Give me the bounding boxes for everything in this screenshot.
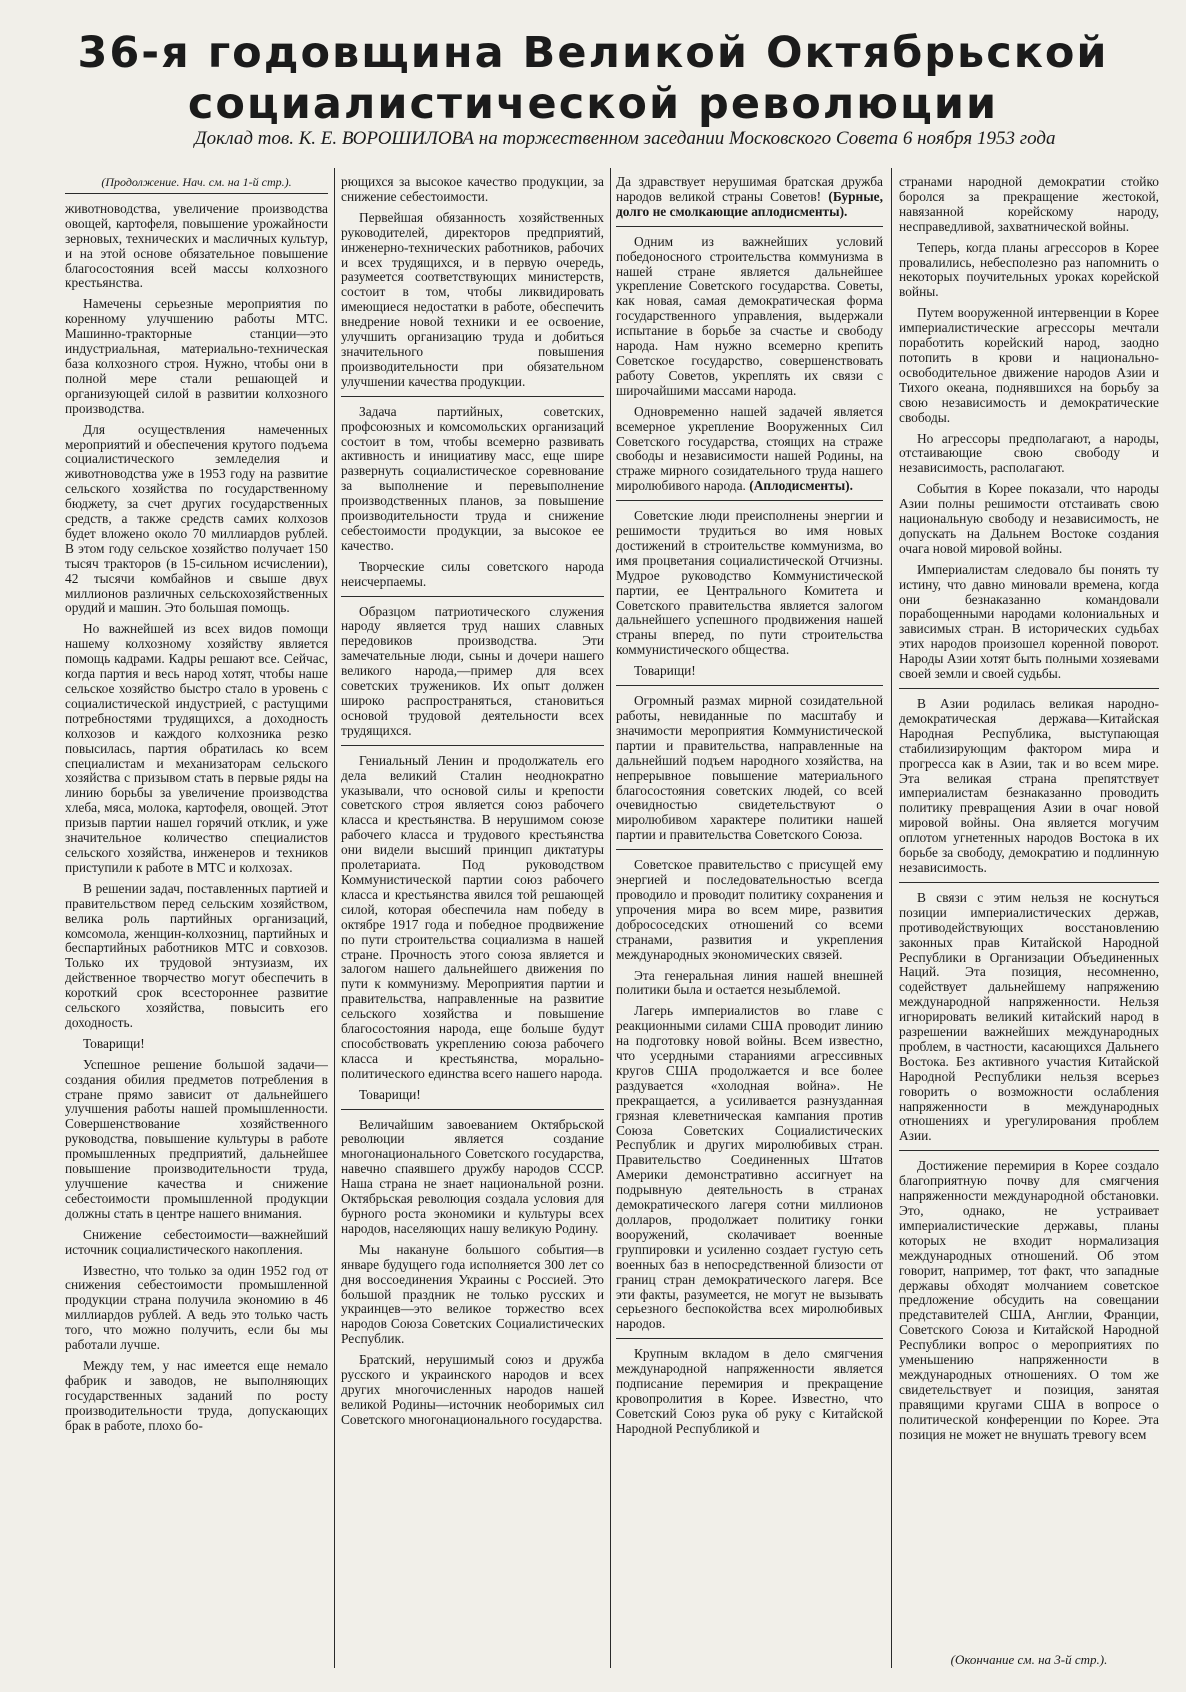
paragraph-text: Одновременно нашей задачей является всемерное укрепление Вооруженных Сил Советского государства, стоящих на страже свободы и независимости нашей Родины, на страже мирного созидательного труда нашего миролюбивого народа. (616, 403, 883, 494)
applause-note: (Бурные, долго не смолкающие аплодисменты). (616, 188, 883, 219)
applause-note: (Аплодисменты). (749, 478, 853, 494)
paragraph: Лагерь империалистов во главе с реакционными силами США проводит линию на подготовку новой войны. Всем известно, что усердными стараниями агрессивных кругов США продолжается и все более раздувается «холодная война». Не прекращается, а усиливается разнузданная грязная клеветническая кампания против Союза Советских Социалистических Республик и других миролюбивых стран. Правительство Соединенных Штатов Америки демонстративно ассигнует на подрывную деятельность в странах демократического лагеря сотни миллионов долларов, продолжает политику гонки вооружений, сколачивает военные группировки и усиленно создает густую сеть военных баз в непосредственной близости от границ стран демократического лагеря. Все эти факты, разумеется, не могут не вызывать серьезного беспокойства всех миролюбивых народов. (616, 1003, 883, 1332)
paragraph: Достижение перемирия в Корее создало благоприятную почву для смягчения напряженности международной обстановки. Это, однако, не устраивает империалистические державы, планы которых не входит нормализация международных отношений. Об этом говорит, например, тот факт, что западные державы обходят молчанием советское предложение обсудить на совещании представителей США, Англии, Франции, Советского Союза и Китайской Народной Республики вопрос о мероприятиях по уменьшению напряженности в международных отношениях. О том же свидетельствует и позиция, занятая правящими кругами США в вопросе о политической конференции по Корее. Эта позиция не может не внушать тревогу всем (899, 1158, 1159, 1442)
paragraph: животноводства, увеличение производства овощей, картофеля, повышение урожайности зерновых, технических и масличных культур, и на этой основе обязательное повышение благосостояния всей массы колхозного крестьянства. (65, 200, 328, 291)
paragraph: Между тем, у нас имеется еще немало фабрик и заводов, не выполняющих государственных заданий по росту производительности труда, допускающих брак в работе, плохо бо- (65, 1357, 328, 1433)
paragraph: Эта генеральная линия нашей внешней политики была и остается незыблемой. (616, 967, 883, 998)
column-3 (616, 175, 883, 1675)
paragraph: Образцом патриотического служения народу является труд наших славных передовиков производства. Эти замечательные люди, сыны и дочери нашего великого народа,—пример для всех советских тружеников. Их опыт должен широко распространяться, становиться основой трудовой деятельности всех трудящихся. (341, 603, 604, 738)
divider (341, 1109, 604, 1110)
divider (899, 1150, 1159, 1151)
paragraph (616, 175, 883, 220)
divider (616, 226, 883, 227)
divider (616, 849, 883, 850)
paragraph: Задача партийных, советских, профсоюзных и комсомольских организаций состоит в том, чтобы всемерно развивать активность и инициативу масс, еще шире развернуть социалистическое соревнование за выполнение и перевыполнение производственных планов, за повышение производительности труда и снижение себестоимости продукции, за высокое ее качество. (341, 403, 604, 553)
headline-line-1: 36-я годовщина Великой Октябрьской (77, 28, 1109, 78)
paragraph: Одним из важнейших условий победоносного строительства коммунизма в нашей стране является дальнейшее укрепление Советского государства. Советы, как новая, самая демократическая форма государственного управления, выдержали испытание в борьбе за счастье и свободу народа. Нам нужно всемерно крепить Советское государство, совершенствовать работу Советов, укреплять их связи с широчайшими массами народа. (616, 233, 883, 398)
paragraph: Снижение себестоимости—важнейший источник социалистического накопления. (65, 1226, 328, 1257)
paragraph: Империалистам следовало бы понять ту истину, что давно миновали времена, когда они безнаказанно командовали порабощенными народами колониальных и зависимых стран. В исторических судьбах этих народов произошел коренной поворот. Народы Азии хотят быть полными хозяевами своей земли и своей судьбы. (899, 561, 1159, 682)
paragraph (616, 405, 883, 494)
paragraph: Намечены серьезные мероприятия по коренному улучшению работы МТС. Машинно-тракторные станции—это индустриальная, материально-техническая база колхозного строя. Нужно, чтобы они в полной мере стали решающей и организующей силой в развитии колхозного производства. (65, 296, 328, 416)
paragraph: Мы накануне большого события—в январе будущего года исполняется 300 лет со дня воссоединения Украины с Россией. Это большой праздник не только русских и украинцев—это великое торжество всех народов Союза Советских Социалистических Республик. (341, 1241, 604, 1347)
divider (899, 882, 1159, 883)
paragraph: В связи с этим нельзя не коснуться позиции империалистических держав, противодействующих восстановлению законных прав Китайской Народной Республики в Организации Объединенных Наций. Эта позиция, несомненно, содействует дальнейшему напряжению международной напряженности. Нельзя игнорировать великий китайский народ в разрешении важнейших международных проблем, в частности, касающихся Дальнего Востока. Без активного участия Китайской Народной Республики нельзя всерьез говорить о возможности ослабления напряженности в международных отношениях и урегулирования проблем Азии. (899, 889, 1159, 1144)
column-rule (891, 168, 892, 1668)
paragraph: Огромный размах мирной созидательной работы, невиданные по масштабу и значимости мероприятия Коммунистической партии и правительства, направленные на дальнейший подъем народного хозяйства, на непрерывное повышение материального благосостояния советских людей, со всей очевидностью свидетельствуют о миролюбивом характере политики нашей партии и правительства Советского Союза. (616, 693, 883, 843)
divider (616, 500, 883, 501)
paragraph: рющихся за высокое качество продукции, за снижение себестоимости. (341, 175, 604, 204)
divider (65, 193, 328, 194)
paragraph: Советское правительство с присущей ему энергией и последовательностью всегда проводило и проводит политику сохранения и упрочения мира во всем мире, развития добрососедских отношений со всеми странами, развития и укрепления международных экономических связей. (616, 857, 883, 962)
subtitle: Доклад тов. К. Е. ВОРОШИЛОВА на торжественном заседании Московского Совета 6 ноября 1953 года (194, 128, 1056, 149)
column-1 (65, 175, 328, 1675)
paragraph: странами народной демократии стойко боролся за прекращение жестокой, навязанной корейскому народу, несправедливой, захватнической войны. (899, 175, 1159, 234)
paragraph: Советские люди преисполнены энергии и решимости трудиться во имя новых достижений в строительстве коммунизма, во имя процветания социалистической Отчизны. Мудрое руководство Коммунистической партии, ее Центрального Комитета и Советского правительства является залогом дальнейшего успешного продвижения нашей страны вперед, по пути строительства коммунистического общества. (616, 508, 883, 658)
divider (341, 745, 604, 746)
column-rule (334, 168, 335, 1668)
paragraph: Известно, что только за один 1952 год от снижения себестоимости промышленной продукции страна получила экономию в 46 миллиардов рублей. А ведь это только часть того, что можно получить, если бы мы работали лучше. (65, 1262, 328, 1353)
paragraph: Но важнейшей из всех видов помощи нашему колхозному хозяйству является помощь кадрами. Кадры решают все. Сейчас, когда партия и весь народ хотят, чтобы наше сельское хозяйство быстро стало в уровень с социалистической индустрией, с растущими потребностями трудящихся, а доходность колхозов и каждого колхозника резко повысилась, партия обратилась ко всем специалистам и механизаторам сельского хозяйства с призывом стать в первые ряды на линию борьбы за увеличение производства хлеба, мяса, молока, картофеля, овощей. Этот призыв партии нашел горячий отклик, и уже значительное количество специалистов сельского хозяйства, инженеров и техников приступили к работе в МТС и колхозах. (65, 621, 328, 875)
divider (341, 396, 604, 397)
paragraph: Но агрессоры предполагают, а народы, отстаивающие свою свободу и независимость, располагают. (899, 430, 1159, 476)
divider (616, 685, 883, 686)
divider (899, 688, 1159, 689)
paragraph: Успешное решение большой задачи—создания обилия предметов потребления в стране прямо зависит от дальнейшего улучшения работы нашей промышленности. Совершенствование хозяйственного руководства, повышение культуры в работе промышленных предприятий, дальнейшее повышение производительности труда, улучшение качества и снижение себестоимости промышленной продукции должны стать в центре нашего внимания. (65, 1056, 328, 1221)
paragraph: Теперь, когда планы агрессоров в Корее провалились, небесполезно раз напомнить о некоторых поучительных уроках корейской войны. (899, 239, 1159, 300)
headline (60, 28, 1126, 130)
paragraph: Для осуществления намеченных мероприятий и обеспечения крутого подъема социалистического земледелия и животноводства уже в 1953 году на развитие сельского хозяйства по государственному бюджету, за счет других государственных средств, а также средств самих колхозов будет вложено около 70 миллиардов рублей. В этом году сельское хозяйство получает 150 тысяч тракторов (в 15-сильном исчислении), 42 тысячи комбайнов и свыше двух миллионов различных сельскохозяйственных орудий и машин. Это большая помощь. (65, 421, 328, 616)
paragraph: Первейшая обязанность хозяйственных руководителей, директоров предприятий, инженерно-технических работников, рабочих и всех трудящихся, и в первую очередь, разумеется соответствующих министерств, состоит в том, чтобы ликвидировать имеющиеся недостатки в работе, обеспечить внедрение новой техники и ее освоение, улучшить организацию труда и добиться значительного повышения производительности при обязательном улучшении качества продукции. (341, 209, 604, 389)
paragraph: Товарищи! (359, 1086, 421, 1102)
divider (341, 596, 604, 597)
divider (616, 1338, 883, 1339)
headline-line-2: социалистической революции (187, 79, 999, 129)
paragraph: Гениальный Ленин и продолжатель его дела великий Сталин неоднократно указывали, что основой силы и крепости советского строя является союз рабочего класса и крестьянства. В нерушимом союзе рабочего класса и трудового крестьянства они видели высший принцип диктатуры пролетариата. Под руководством Коммунистической партии союз рабочего класса и крестьянства явился той решающей силой, которая обеспечила нам победу в октябре 1917 года и победное продвижение по пути строительства социализма в нашей стране. Прочность этого союза является и залогом нашего дальнейшего движения по пути к коммунизму. Мероприятия партии и правительства, направленные на развитие сельского хозяйства и повышение благосостояния народа, еще больше будут способствовать укреплению союза рабочего класса и крестьянства, морально-политического единства всего нашего народа. (341, 752, 604, 1081)
paragraph: В Азии родилась великая народно-демократическая держава—Китайская Народная Республика, выступающая стабилизирующим фактором мира и прогресса как в Азии, так и во всем мире. Эта великая страна препятствует империалистам безнаказанно проводить политику превращения Азии в очаг новой мировой войны. Она является могучим оплотом угнетенных народов Востока в их борьбе за свободу, демократию и подлинную независимость. (899, 696, 1159, 875)
column-rule (610, 168, 611, 1668)
column-2 (341, 175, 604, 1675)
paragraph: Путем вооруженной интервенции в Корее империалистические агрессоры мечтали поработить корейский народ, заодно потопить в крови и национально-освободительное движение народов Азии и Тихого океана, поднявшихся на борьбу за свою независимость и демократические свободы. (899, 305, 1159, 425)
paragraph: События в Корее показали, что народы Азии полны решимости отстаивать свою национальную свободу и независимость, не допускать на Дальнем Востоке создания очага новой мировой войны. (899, 481, 1159, 556)
paragraph: Крупным вкладом в дело смягчения международной напряженности является подписание перемирия и прекращение кровопролития в Корее. Известно, что Советский Союз рука об руку с Китайской Народной Республикой и (616, 1346, 883, 1436)
continued-note: (Продолжение. Нач. см. на 1-й стр.). (101, 175, 292, 189)
paragraph: В решении задач, поставленных партией и правительством перед сельским хозяйством, велика роль партийных организаций, комсомола, женщин-колхозниц, партийных и беспартийных работников МТС и совхозов. Только их трудовой энтузиазм, их действенное творчество могут обеспечить в короткий срок всестороннее развитие сельского хозяйства, повысить его доходность. (65, 880, 328, 1030)
paragraph-text: Да здравствует нерушимая братская дружба народов великой страны Советов! (616, 175, 883, 204)
paragraph: Товарищи! (83, 1035, 145, 1051)
column-4 (899, 175, 1159, 1675)
paragraph: Братский, нерушимый союз и дружба русского и украинского народов и всех других многочисленных народов нашей великой Родины—источник необоримых сил Советского многонационального государства. (341, 1352, 604, 1427)
paragraph: Творческие силы советского народа неисчерпаемы. (341, 558, 604, 589)
paragraph: Величайшим завоеванием Октябрьской революции является создание многонационального Советского государства, навечно спаявшего дружбу народов СССР. Наша страна не знает национальной розни. Октябрьская революция создала условия для бурного роста экономики и культуры всех народов, населяющих нашу великую Родину. (341, 1116, 604, 1236)
paragraph: Товарищи! (634, 663, 696, 679)
end-note: (Окончание см. на 3-й стр.). (950, 1652, 1108, 1667)
